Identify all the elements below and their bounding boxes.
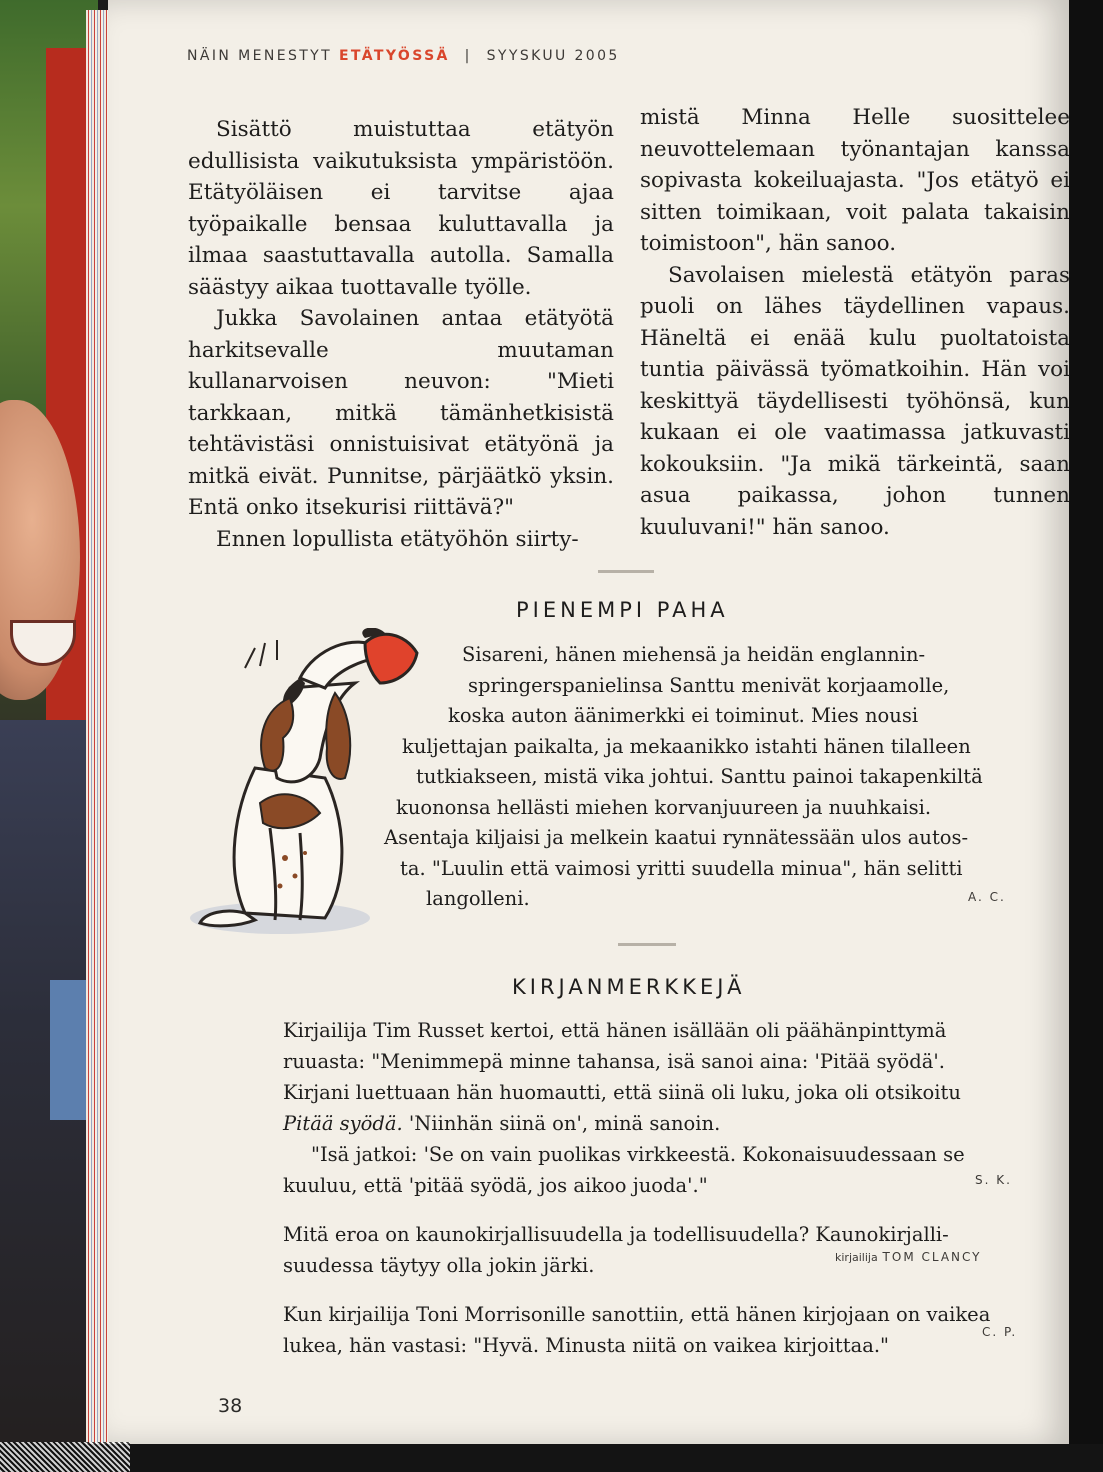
- quote-line: Kirjailija Tim Russet kertoi, että hänen isällään oli päähänpinttymä: [283, 1019, 947, 1042]
- story-line: ta. "Luulin että vaimosi yritti suudella minua", hän selitti: [400, 856, 963, 880]
- bottom-shadow: [0, 1444, 1103, 1472]
- story-line: koska auton äänimerkki ei toiminut. Mies nousi: [448, 704, 919, 727]
- quote-line-rest: 'Niinhän siinä on', minä sanoin.: [408, 1112, 721, 1135]
- quote-line: kuuluu, että 'pitää syödä, jos aikoo juoda'.": [283, 1174, 708, 1197]
- header-prefix: NÄIN MENESTYT: [187, 48, 333, 64]
- quote1-initials: S. K.: [975, 1173, 1012, 1187]
- quote-line: suudessa täytyy olla jokin järki.: [283, 1254, 595, 1277]
- story-line: kuononsa hellästi miehen korvanjuureen ja nuuhkaisi.: [396, 795, 932, 819]
- article-paragraph: Savolaisen mielestä etätyön paras puoli on lähes täydellinen vapaus. Häneltä ei enää kulu puoltatoista tuntia päivässä työmatkoihin. Hän voi keskittyä täydellisesti työhönsä, kun kukaan ei ole vaatimassa jatkuvasti kokouksiin. "Ja mikä tärkeintä, saan asua paikassa, johon tunnen kuuluvani!" hän sanoo.: [640, 262, 1070, 540]
- story-line: langolleni.: [426, 887, 530, 910]
- story-line: tutkiakseen, mistä vika johtui. Santtu painoi takapenkiltä: [416, 765, 983, 788]
- article-paragraph: Sisättö muistuttaa etätyön edullisista vaikutuksista ympäristöön. Etätyöläisen ei tarvitse ajaa työpaikalle bensaa kuluttavalla ja ilmaa saastuttavalla autolla. Samalla säästyy aikaa tuottavalle työlle.: [188, 117, 614, 300]
- story-line: Sisareni, hänen miehensä ja heidän englannin-: [462, 643, 926, 666]
- running-header: [187, 48, 620, 64]
- article-paragraph: mistä Minna Helle suosittelee neuvottelemaan työnantajan kanssa sopivasta kokeiluajasta. "Jos etätyö ei sitten toimikaan, voit palata takaisin toimistoon", hän sanoo.: [640, 105, 1070, 256]
- quote3-initials: C. P.: [982, 1325, 1018, 1339]
- quote-line: lukea, hän vastasi: "Hyvä. Minusta niitä on vaikea kirjoittaa.": [283, 1334, 889, 1357]
- section-divider: [618, 943, 676, 946]
- section-title-kirjanmerkkeja: KIRJANMERKKEJÄ: [512, 975, 746, 999]
- quote-line: "Isä jatkoi: 'Se on vain puolikas virkkeestä. Kokonaisuudessaan se: [311, 1143, 965, 1166]
- page-number: 38: [218, 1395, 243, 1417]
- story-line: springerspanielinsa Santtu menivät korjaamolle,: [468, 673, 950, 697]
- kirjanmerkkeja-quotes: [283, 1015, 1023, 1361]
- right-shadow: [1069, 0, 1103, 1472]
- quote-line: ruuasta: "Menimmepä minne tahansa, isä sanoi aina: 'Pitää syödä'.: [283, 1050, 945, 1073]
- quote-italic-title: Pitää syödä.: [283, 1112, 403, 1135]
- adjacent-magazine-edge: [0, 0, 98, 1472]
- attribution-name: TOM CLANCY: [882, 1250, 982, 1264]
- header-issue: SYYSKUU 2005: [486, 48, 620, 64]
- quote-line: Mitä eroa on kaunokirjallisuudella ja todellisuudella? Kaunokirjalli-: [283, 1223, 949, 1246]
- section-divider: [598, 570, 654, 573]
- quote2-attribution: [835, 1250, 982, 1264]
- story-initials: A. C.: [968, 890, 1006, 904]
- header-separator: |: [464, 48, 472, 64]
- article-paragraph: Jukka Savolainen antaa etätyötä harkitsevalle muutaman kullanarvoisen neuvon: "Mieti tarkkaan, mitkä tämänhetkisistä tehtävistäsi onnistuisivat etätyönä ja mitkä eivät. Punnitse, pärjäätkö yksin. Entä onko itsekurisi riittävä?": [188, 306, 614, 520]
- header-accent: ETÄTYÖSSÄ: [338, 48, 450, 64]
- quote-line: [283, 1108, 1023, 1139]
- article-right-column: [640, 102, 1070, 543]
- story-line: kuljettajan paikalta, ja mekaanikko istahti hänen tilalleen: [402, 734, 971, 758]
- story-line: Asentaja kiljaisi ja melkein kaatui rynnätessään ulos autos-: [384, 826, 969, 849]
- quote-line: Kirjani luettuaan hän huomautti, että siinä oli luku, joka oli otsikoitu: [283, 1081, 961, 1104]
- attribution-prefix: kirjailija: [835, 1251, 878, 1264]
- article-left-column: [188, 114, 614, 555]
- section-title-pienempi-paha: PIENEMPI PAHA: [516, 598, 729, 622]
- quote-line: Kun kirjailija Toni Morrisonille sanottiin, että hänen kirjojaan on vaikea: [283, 1303, 991, 1326]
- pienempi-paha-story: [382, 640, 1022, 915]
- scan-artifact: [0, 1442, 130, 1472]
- article-paragraph: Ennen lopullista etätyöhön siirty-: [216, 526, 579, 552]
